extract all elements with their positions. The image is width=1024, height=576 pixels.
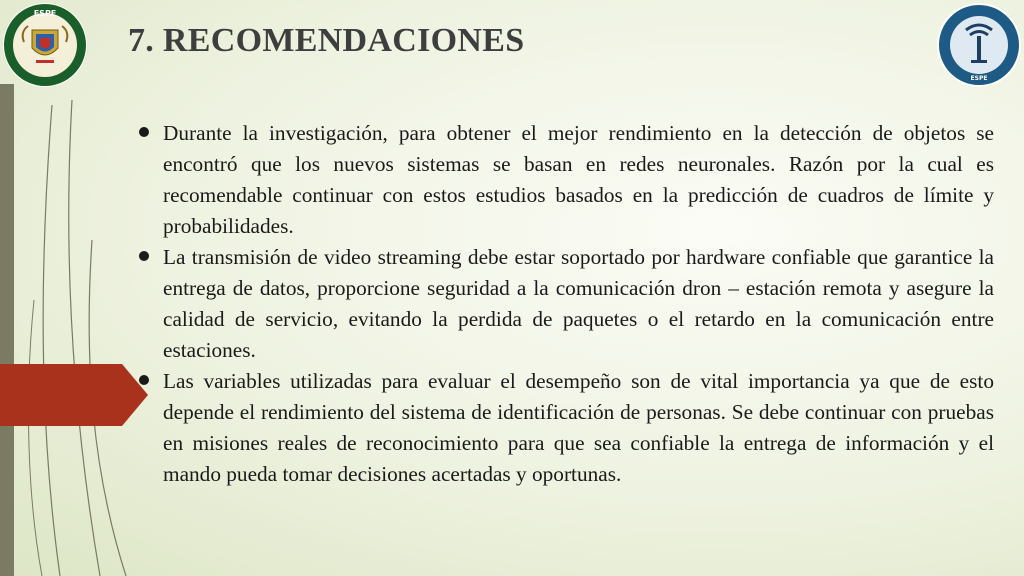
bullet-text: Durante la investigación, para obtener el mejor rendimiento en la detección de objetos se encontró que los nuevos sistemas se basan en redes neuronales. Razón por la cual es recomendable continuar con estos estudios basados en la predicción de cuadros de límite y probabilidades. — [163, 121, 994, 238]
bullet-text: La transmisión de video streaming debe estar soportado por hardware confiable que garantice la entrega de datos, proporcione seguridad a la comunicación dron – estación remota y asegure la calidad de servicio, evitando la perdida de paquetes o el retardo en la comunicación entre estaciones. — [163, 245, 994, 362]
recommendations-list — [134, 118, 994, 490]
espe-university-seal-icon — [2, 2, 88, 88]
red-arrow-shape — [0, 364, 148, 426]
list-item — [134, 366, 994, 490]
emblem-bottom-text: ESPE — [970, 75, 988, 82]
bullet-text: Las variables utilizadas para evaluar el desempeño son de vital importancia ya que de esto depende el rendimiento del sistema de identificación de personas. Se debe continuar con pruebas en misiones reales de reconocimiento para que sea confiable la entrega de información y el mando pueda tomar decisiones acertadas y oportunas. — [163, 369, 994, 486]
bullet-dot-icon — [136, 372, 152, 388]
espe-seal-top-text: ESPE — [33, 9, 57, 18]
list-item — [134, 242, 994, 366]
slide-title: 7. RECOMENDACIONES — [128, 22, 525, 59]
electronics-engineering-emblem-icon — [936, 2, 1022, 88]
bullet-dot-icon — [136, 124, 152, 140]
list-item — [134, 118, 994, 242]
bullet-dot-icon — [136, 248, 152, 264]
